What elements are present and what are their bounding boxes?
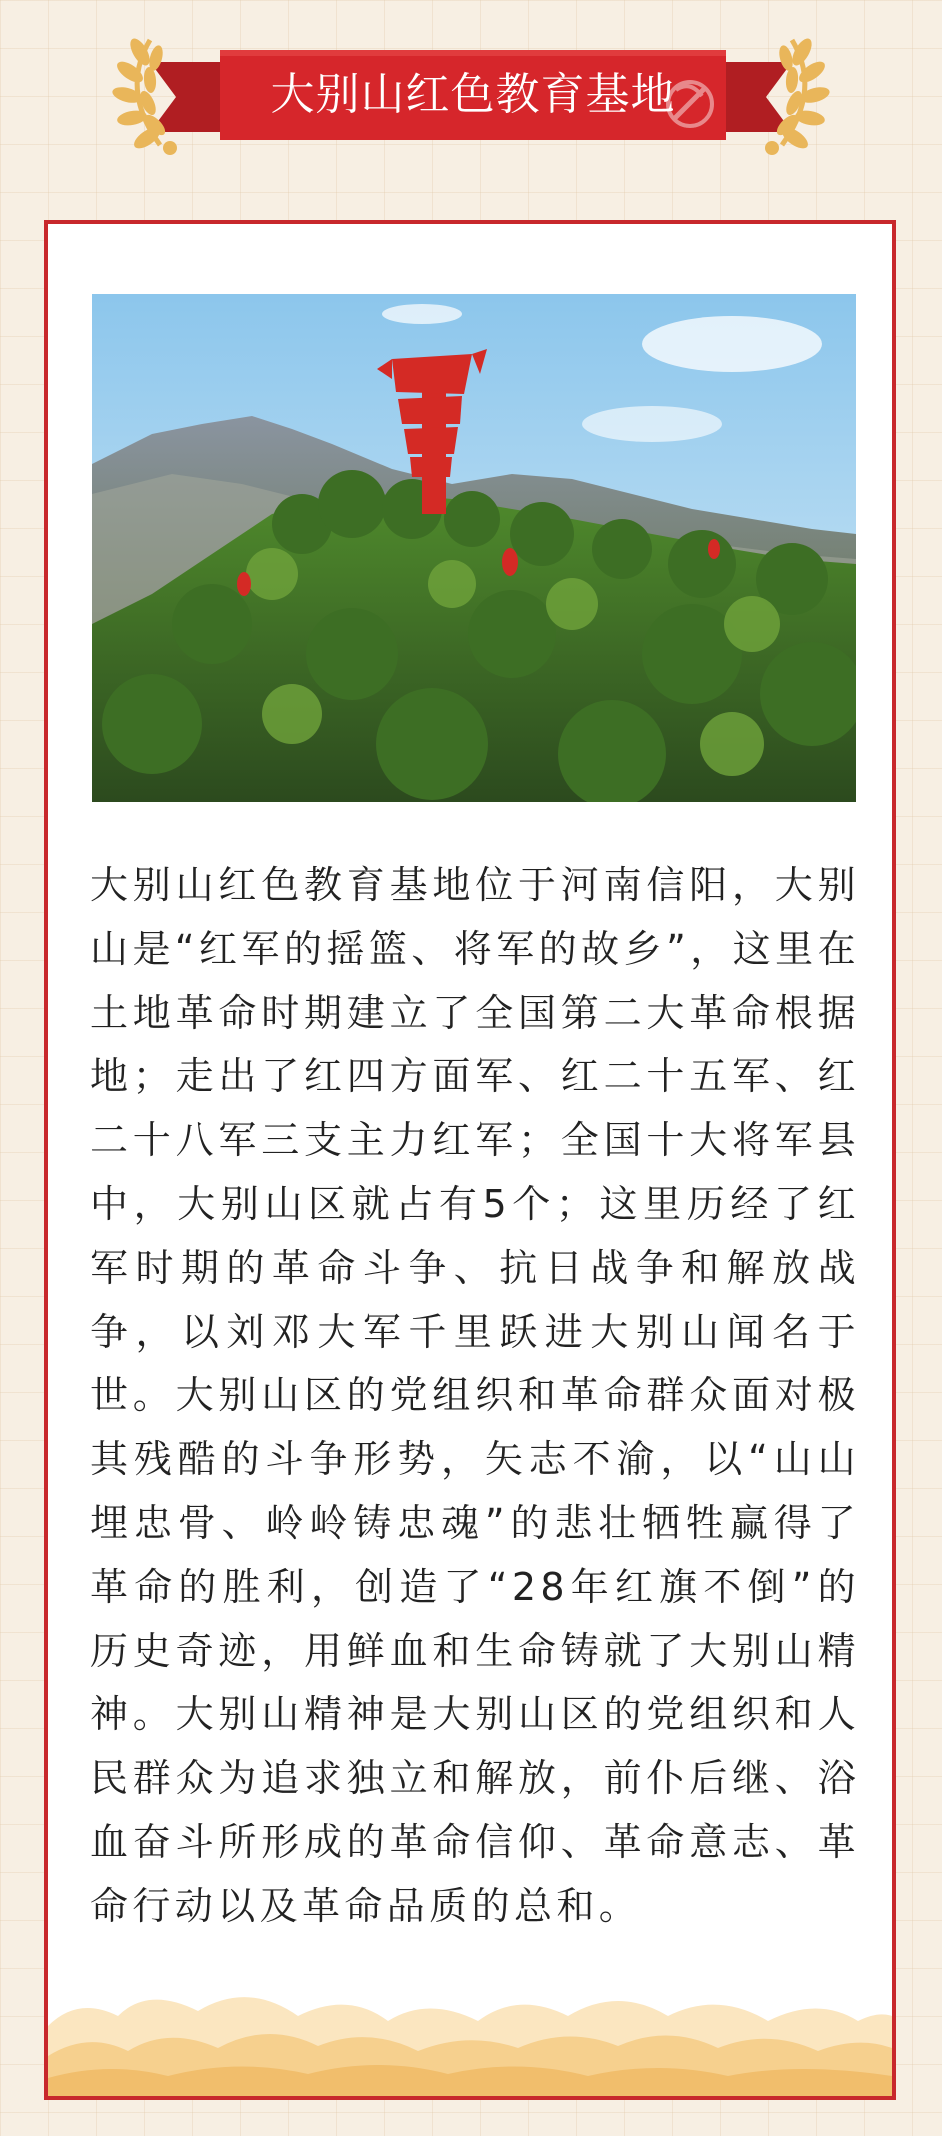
laurel-wreath-right-icon: [765, 36, 831, 155]
monument-photo-image: [92, 294, 856, 802]
page-header: [0, 0, 942, 200]
content-card: [44, 220, 896, 2100]
page-title: 大别山红色教育基地: [270, 69, 676, 120]
laurel-wreath-left-icon: [111, 36, 177, 155]
banner-tail-left: [150, 62, 228, 132]
cloud-pattern-icon: [48, 1986, 892, 2096]
cloud-decoration: [48, 1986, 892, 2096]
monument-photo: [92, 294, 856, 802]
article-body: 大别山红色教育基地位于河南信阳，大别山是“红军的摇篮、将军的故乡”，这里在土地革命时期建立了全国第二大革命根据地；走出了红四方面军、红二十五军、红二十八军三支主力红军；全国十大将军县中，大别山区就占有5个；这里历经了红军时期的革命斗争、抗日战争和解放战争，以刘邓大军千里跃进大别山闻名于世。大别山区的党组织和革命群众面对极其残酷的斗争形势，矢志不渝，以“山山埋忠骨、岭岭铸忠魂”的悲壮牺牲赢得了革命的胜利，创造了“28年红旗不倒”的历史奇迹，用鲜血和生命铸就了大别山精神。大别山精神是大别山区的党组织和人民群众为追求独立和解放，前仆后继、浴血奋斗所形成的革命信仰、革命意志、革命行动以及革命品质的总和。: [90, 863, 860, 1928]
